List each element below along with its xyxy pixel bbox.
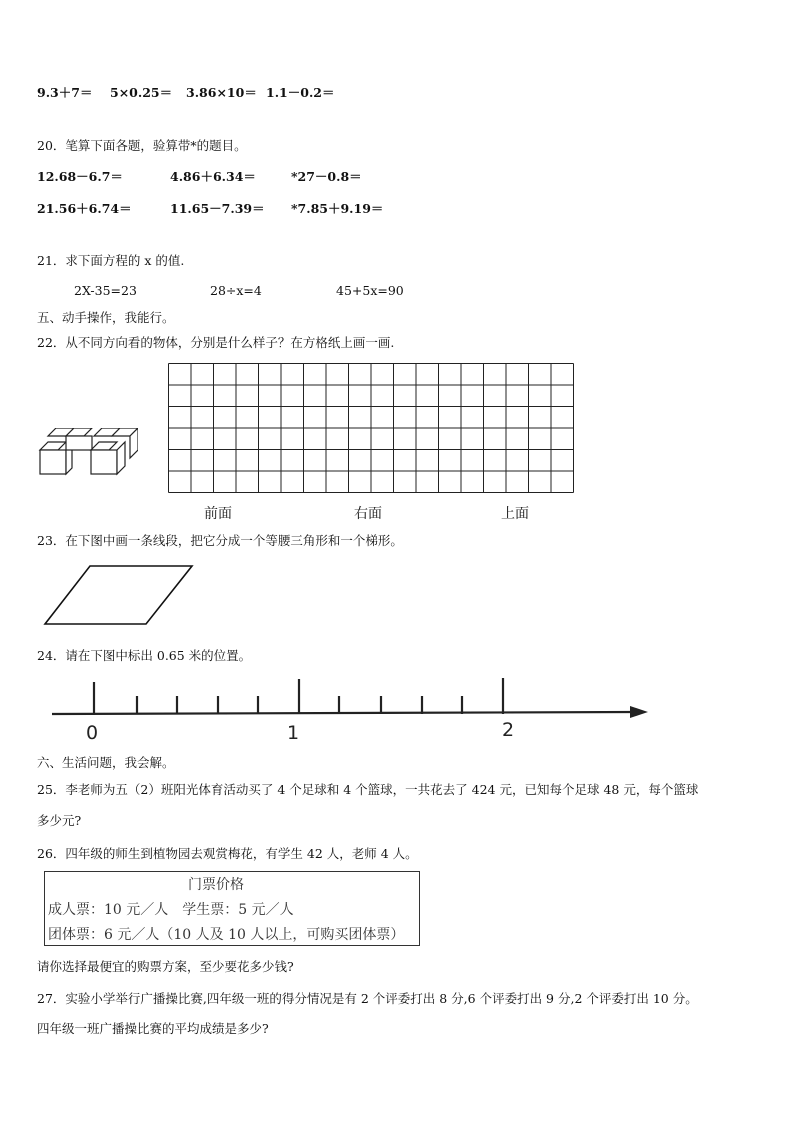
ticket-table-title: 门票价格: [188, 877, 244, 893]
grid-label-right: 右面: [354, 506, 382, 522]
q25-text: 多少元?: [37, 813, 82, 828]
calc-item: *27－0.8＝: [291, 169, 362, 184]
axis-label-0: 0: [86, 722, 99, 744]
q27-text: 四年级一班广播操比赛的平均成绩是多少?: [37, 1021, 269, 1036]
calc-item: *7.85＋9.19＝: [291, 201, 384, 216]
axis-label-2: 2: [502, 719, 515, 741]
calc-item: 21.56＋6.74＝: [37, 201, 132, 216]
drawing-grid[interactable]: [168, 363, 574, 496]
grid-lines: [168, 363, 574, 493]
number-line[interactable]: [50, 674, 650, 718]
ticket-table-row: 团体票：6 元／人（10 人及 10 人以上，可购买团体票）: [48, 927, 405, 943]
q24-title: 24．请在下图中标出 0.65 米的位置。: [37, 648, 252, 663]
calc-item: 3.86×10＝: [186, 85, 257, 100]
equation: 45+5x=90: [336, 283, 404, 298]
equation: 28÷x=4: [210, 283, 262, 298]
q25-text: 25．李老师为五（2）班阳光体育活动买了 4 个足球和 4 个篮球，一共花去了 424 元，已知每个足球 48 元，每个篮球: [37, 782, 699, 797]
q23-title: 23．在下图中画一条线段，把它分成一个等腰三角形和一个梯形。: [37, 533, 403, 548]
calc-item: 5×0.25＝: [110, 85, 173, 100]
calc-item: 12.68－6.7＝: [37, 169, 123, 184]
calc-item: 4.86＋6.34＝: [170, 169, 256, 184]
calc-item: 11.65－7.39＝: [170, 201, 265, 216]
calc-item: 1.1－0.2＝: [266, 85, 335, 100]
equation: 2X-35=23: [74, 283, 137, 298]
calc-item: 9.3＋7＝: [37, 85, 93, 100]
q27-text: 27．实验小学举行广播操比赛,四年级一班的得分情况是有 2 个评委打出 8 分,6 个评委打出 9 分,2 个评委打出 10 分。: [37, 991, 698, 1006]
section-heading: 六、生活问题，我会解。: [37, 755, 175, 770]
q26-question: 请你选择最便宜的购票方案，至少要花多少钱?: [37, 959, 294, 974]
ticket-price-table: [44, 871, 420, 946]
ticket-table-row: 成人票：10 元／人 学生票：5 元／人: [48, 902, 294, 918]
parallelogram-figure[interactable]: [42, 564, 194, 628]
grid-label-top: 上面: [501, 506, 529, 522]
axis-label-1: 1: [287, 722, 300, 744]
q20-title: 20．笔算下面各题，验算带*的题目。: [37, 138, 247, 153]
section-heading: 五、动手操作，我能行。: [37, 310, 175, 325]
cube-figure: [36, 428, 138, 478]
q22-title: 22．从不同方向看的物体，分别是什么样子？在方格纸上画一画.: [37, 335, 395, 350]
grid-label-front: 前面: [204, 506, 232, 522]
q21-title: 21．求下面方程的 x 的值.: [37, 253, 185, 268]
q26-title: 26．四年级的师生到植物园去观赏梅花，有学生 42 人，老师 4 人。: [37, 846, 418, 861]
